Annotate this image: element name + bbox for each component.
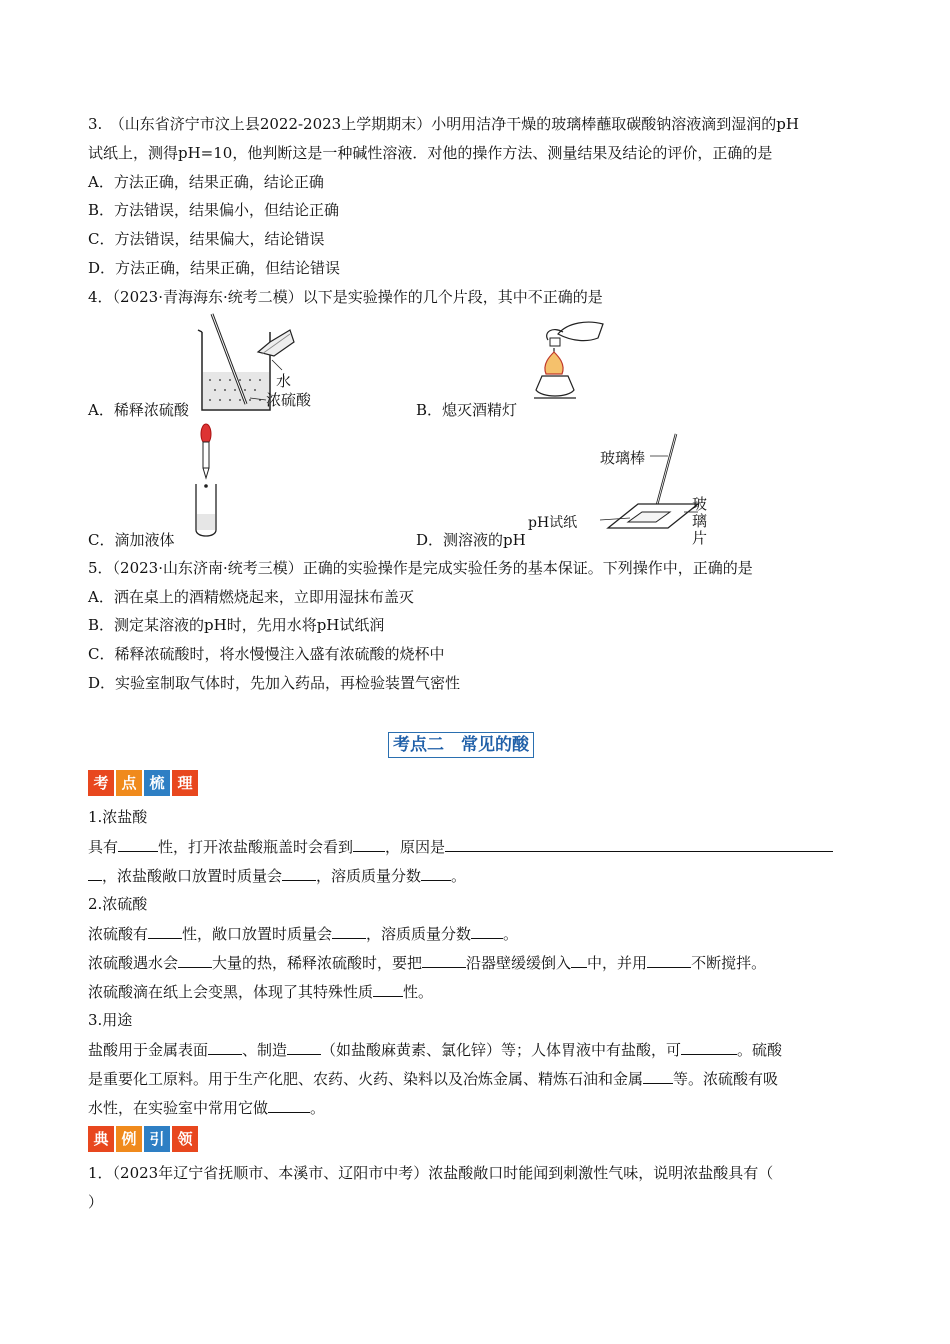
uses-line-3: 水性，在实验室中常用它做 。 [88,1096,325,1119]
section-title: 考点二 常见的酸 [388,732,534,758]
q3-stem-line1: 3. （山东省济宁市汶上县2022-2023上学期期末）小明用洁净干燥的玻璃棒蘸取碳酸钠溶液滴到湿润的pH [88,115,799,133]
example-line-2: ） [88,1193,104,1211]
badge-char: 点 [116,770,142,796]
badge-char: 领 [172,1126,198,1152]
heading-hcl: 1.浓盐酸 [88,808,148,826]
badge-example [88,1126,200,1152]
q3-stem-line2: 试纸上，测得pH=10，他判断这是一种碱性溶液．对他的操作方法、测量结果及结论的评价，正确的是 [88,144,773,162]
q5-option-a: A．洒在桌上的酒精燃烧起来，立即用湿抹布盖灭 [88,588,414,606]
q4-option-b: B．熄灭酒精灯 [416,401,518,419]
fig-a-acid-label: 浓硫酸 [266,391,312,409]
badge-char: 梳 [144,770,170,796]
q4-option-d: D．测溶液的pH [416,531,526,549]
q5-option-b: B．测定某溶液的pH时，先用水将pH试纸润 [88,616,385,634]
q3-option-a: A．方法正确，结果正确，结论正确 [88,173,324,191]
dropper-figure [188,422,228,540]
h2so4-line-3: 浓硫酸滴在纸上会变黑，体现了其特殊性质 性。 [88,980,433,1003]
uses-line-1: 盐酸用于金属表面 、制造 （如盐酸麻黄素、氯化锌）等；人体胃液中有盐酸，可 。硫酸 [88,1038,782,1061]
q5-option-d: D．实验室制取气体时，先加入药品，再检验装置气密性 [88,674,461,692]
fig-d-glass-label-2: 璃 [692,512,708,530]
badge-char: 理 [172,770,198,796]
q3-option-b: B．方法错误，结果偏小，但结论正确 [88,201,340,219]
q3-option-d: D．方法正确，结果正确，但结论错误 [88,259,341,277]
fig-d-glass-label-1: 玻 [692,495,708,513]
heading-uses: 3.用途 [88,1011,133,1029]
q5-option-c: C．稀释浓硫酸时，将水慢慢注入盛有浓硫酸的烧杯中 [88,645,445,663]
hcl-line-1: 具有 性，打开浓盐酸瓶盖时会看到 ，原因是 [88,835,833,858]
alcohol-lamp-figure [528,312,648,412]
document-page [88,0,868,1344]
badge-key-points [88,770,200,796]
q4-option-c: C．滴加液体 [88,531,175,549]
badge-char: 例 [116,1126,142,1152]
badge-char: 考 [88,770,114,796]
h2so4-line-1: 浓硫酸有 性，敞口放置时质量会 ，溶质质量分数 。 [88,922,518,945]
h2so4-line-2: 浓硫酸遇水会 大量的热，稀释浓硫酸时，要把 沿器壁缓缓倒入 中，并用 不断搅拌。 [88,951,766,974]
badge-char: 引 [144,1126,170,1152]
fig-d-paper-label: pH试纸 [528,515,578,531]
fig-d-rod-label: 玻璃棒 [600,449,646,467]
fig-d-glass-label-3: 片 [692,529,708,547]
badge-char: 典 [88,1126,114,1152]
q5-stem: 5．（2023·山东济南·统考三模）正确的实验操作是完成实验任务的基本保证。下列操作中，正确的是 [88,559,753,577]
q4-stem: 4．（2023·青海海东·统考二模）以下是实验操作的几个片段，其中不正确的是 [88,288,603,306]
hcl-line-2: ，浓盐酸敞口放置时质量会 ，溶质质量分数 。 [88,864,466,887]
ph-test-figure [588,428,708,548]
q3-option-c: C．方法错误，结果偏大，结论错误 [88,230,325,248]
uses-line-2: 是重要化工原料。用于生产化肥、农药、火药、染料以及冶炼金属、精炼石油和金属 等。浓硫酸有吸 [88,1067,778,1090]
example-line-1: 1．（2023年辽宁省抚顺市、本溪市、辽阳市中考）浓盐酸敞口时能闻到刺激性气味，说明浓盐酸具有（ [88,1164,774,1182]
fig-a-water-label: 水 [276,372,292,390]
dilute-acid-figure [190,312,340,417]
q4-option-a: A．稀释浓硫酸 [88,401,189,419]
heading-h2so4: 2.浓硫酸 [88,895,148,913]
